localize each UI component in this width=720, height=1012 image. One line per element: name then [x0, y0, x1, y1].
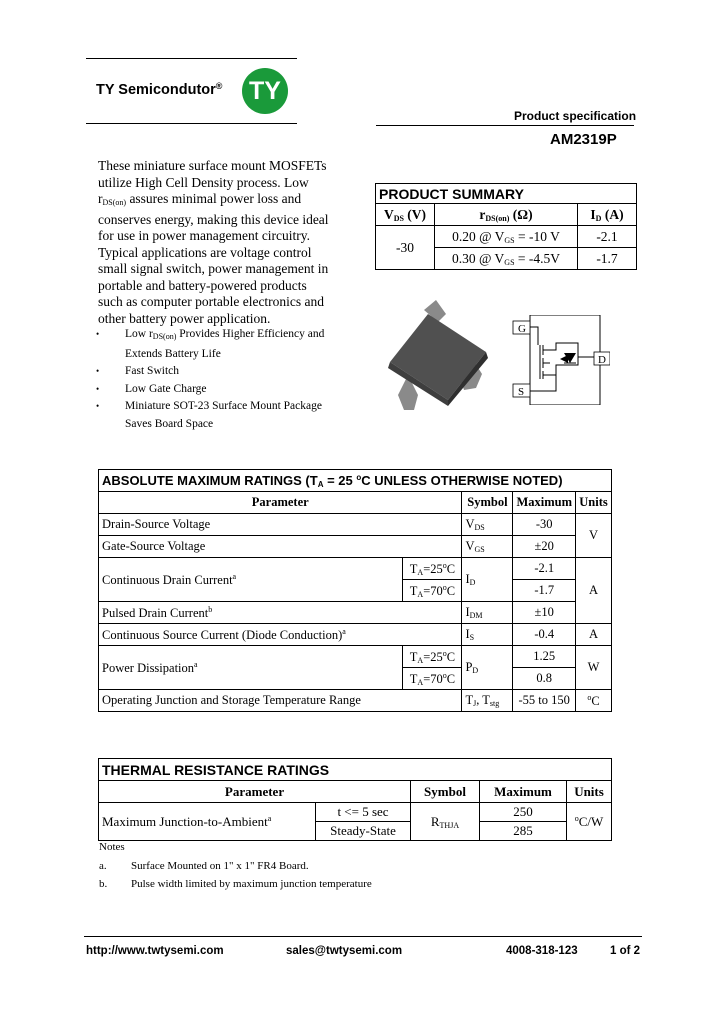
product-spec-label: Product specification	[514, 109, 637, 123]
amr-param-id: Continuous Drain Current$^a$	[99, 558, 403, 602]
amr-max-vgs: ±20	[513, 536, 576, 558]
logo-text: TY	[249, 77, 281, 105]
amr-max-temp: -55 to 150	[513, 690, 576, 712]
amr-cond-pd-ta70: $T_A=70^oC$	[403, 668, 462, 690]
summary-header-id: $I_D$ (A)	[578, 204, 637, 226]
feature-list	[96, 326, 356, 433]
thermal-max-5sec: 250	[480, 803, 567, 822]
amr-symbol-vgs: $V_{GS}$	[462, 536, 513, 558]
amr-cond-pd-ta25: $T_A=25^oC$	[403, 646, 462, 668]
summary-id-row1: -2.1	[578, 226, 637, 248]
amr-max-idm: ±10	[513, 602, 576, 624]
registered-mark: ®	[215, 81, 223, 91]
description-line: $r_{DS(on)}$ assures minimal power loss and	[98, 191, 302, 207]
amr-cond-ta70: $T_A=70^oC$	[403, 580, 462, 602]
amr-symbol-pd: $P_D$	[462, 646, 513, 690]
summary-header-rds: $r_{DS(on)}$ (Ω)	[435, 204, 578, 226]
thermal-header-parameter: Parameter	[99, 781, 411, 803]
thermal-title: THERMAL RESISTANCE RATINGS	[99, 759, 612, 781]
amr-unit-amps: A	[576, 558, 612, 624]
description-line: such as computer portable electronics and	[98, 294, 325, 309]
footer-page-number: 1 of 2	[610, 945, 641, 957]
description-line: other battery power application.	[98, 310, 271, 326]
thermal-resistance-table	[98, 758, 612, 841]
description-line: utilize High Cell Density process. Low	[98, 174, 309, 190]
amr-param-is: Continuous Source Current (Diode Conduction)$^a$	[99, 624, 462, 646]
amr-symbol-id: $I_D$	[462, 558, 513, 602]
part-number: AM2319P	[550, 131, 617, 148]
amr-title: ABSOLUTE MAXIMUM RATINGS ($T_A = 25$ $^o$C UNLESS OTHERWISE NOTED)	[99, 470, 612, 492]
company-name	[96, 81, 222, 98]
summary-id-row2: -1.7	[578, 248, 637, 270]
amr-max-is: -0.4	[513, 624, 576, 646]
amr-max-id-25: -2.1	[513, 558, 576, 580]
amr-cond-ta25: $T_A=25^oC$	[403, 558, 462, 580]
thermal-header-units: Units	[567, 781, 612, 803]
thermal-header-maximum: Maximum	[480, 781, 567, 803]
amr-unit-volts: V	[576, 514, 612, 558]
drain-pin-label: D	[598, 354, 606, 366]
amr-param-temp: Operating Junction and Storage Temperature Range	[99, 690, 462, 712]
footer-url[interactable]: http://www.twtysemi.com	[86, 945, 224, 957]
feature-item: • Low Gate Charge	[96, 381, 356, 399]
note-a-text: Surface Mounted on 1" x 1" FR4 Board.	[131, 860, 309, 872]
footer-rule	[84, 936, 642, 937]
source-pin-label: S	[518, 386, 525, 398]
product-summary-title: PRODUCT SUMMARY	[376, 184, 637, 204]
header-rule-right	[376, 125, 634, 126]
amr-max-vds: -30	[513, 514, 576, 536]
amr-symbol-temp: $T_J$, $T_{stg}$	[462, 690, 513, 712]
thermal-unit: $^o$C/W	[567, 803, 612, 841]
amr-symbol-vds: $V_{DS}$	[462, 514, 513, 536]
summary-rds-row1: 0.20 @ $V_{GS} = -10$ V	[435, 226, 578, 248]
feature-item: • Fast Switch	[96, 363, 356, 381]
summary-header-vds: $V_{DS}$ (V)	[376, 204, 435, 226]
summary-vds-value: -30	[376, 226, 435, 270]
company-logo	[242, 68, 288, 114]
footer-phone: 4008-318-123	[506, 945, 578, 957]
amr-param-idm: Pulsed Drain Current$^b$	[99, 602, 462, 624]
feature-item: • Low $r_{DS(on)}$ Provides Higher Efficiency and Extends Battery Life	[96, 326, 356, 363]
amr-header-parameter: Parameter	[99, 492, 462, 514]
header-rule-bottom-left	[86, 123, 297, 124]
description	[98, 158, 360, 327]
note-b-label: b.	[99, 878, 108, 890]
thermal-param: Maximum Junction-to-Ambient$^a$	[99, 803, 316, 841]
notes-title: Notes	[99, 841, 125, 853]
product-summary-table	[375, 183, 637, 270]
absolute-maximum-ratings-table	[98, 469, 612, 712]
footer-email[interactable]: sales@twtysemi.com	[286, 945, 403, 957]
amr-max-pd-70: 0.8	[513, 668, 576, 690]
amr-header-units: Units	[576, 492, 612, 514]
thermal-cond-5sec: t <= 5 sec	[316, 803, 411, 822]
summary-rds-row2: 0.30 @ $V_{GS} = -4.5V$	[435, 248, 578, 270]
thermal-cond-steady: Steady-State	[316, 822, 411, 841]
amr-header-symbol: Symbol	[462, 492, 513, 514]
description-line: Typical applications are voltage control	[98, 244, 312, 260]
amr-unit-watts: W	[576, 646, 612, 690]
p-channel-mosfet-schematic	[510, 315, 610, 405]
description-line: These miniature surface mount MOSFETs	[98, 158, 327, 173]
description-line: for use in power management circuitry.	[98, 228, 311, 243]
thermal-header-symbol: Symbol	[411, 781, 480, 803]
description-line: conserves energy, making this device ideal	[98, 211, 329, 227]
amr-max-pd-25: 1.25	[513, 646, 576, 668]
thermal-symbol: $R_{THJA}$	[411, 803, 480, 841]
header-rule-top	[86, 58, 297, 59]
description-line: portable and battery-powered products	[98, 277, 307, 293]
company-name-text: TY Semicondutor	[96, 82, 216, 98]
description-line: small signal switch, power management in	[98, 261, 329, 276]
amr-symbol-is: $I_S$	[462, 624, 513, 646]
amr-param-pd: Power Dissipation$^a$	[99, 646, 403, 690]
feature-item: • Miniature SOT-23 Surface Mount Package Saves Board Space	[96, 398, 356, 433]
amr-param-vgs: Gate-Source Voltage	[99, 536, 462, 558]
amr-header-maximum: Maximum	[513, 492, 576, 514]
amr-unit-temp: $^o$C	[576, 690, 612, 712]
thermal-max-steady: 285	[480, 822, 567, 841]
note-a-label: a.	[99, 860, 107, 872]
amr-symbol-idm: $I_{DM}$	[462, 602, 513, 624]
amr-param-vds: Drain-Source Voltage	[99, 514, 462, 536]
gate-pin-label: G	[518, 323, 526, 335]
sot23-package-image	[384, 300, 504, 410]
note-b-text: Pulse width limited by maximum junction temperature	[131, 878, 372, 890]
amr-unit-is: A	[576, 624, 612, 646]
amr-max-id-70: -1.7	[513, 580, 576, 602]
